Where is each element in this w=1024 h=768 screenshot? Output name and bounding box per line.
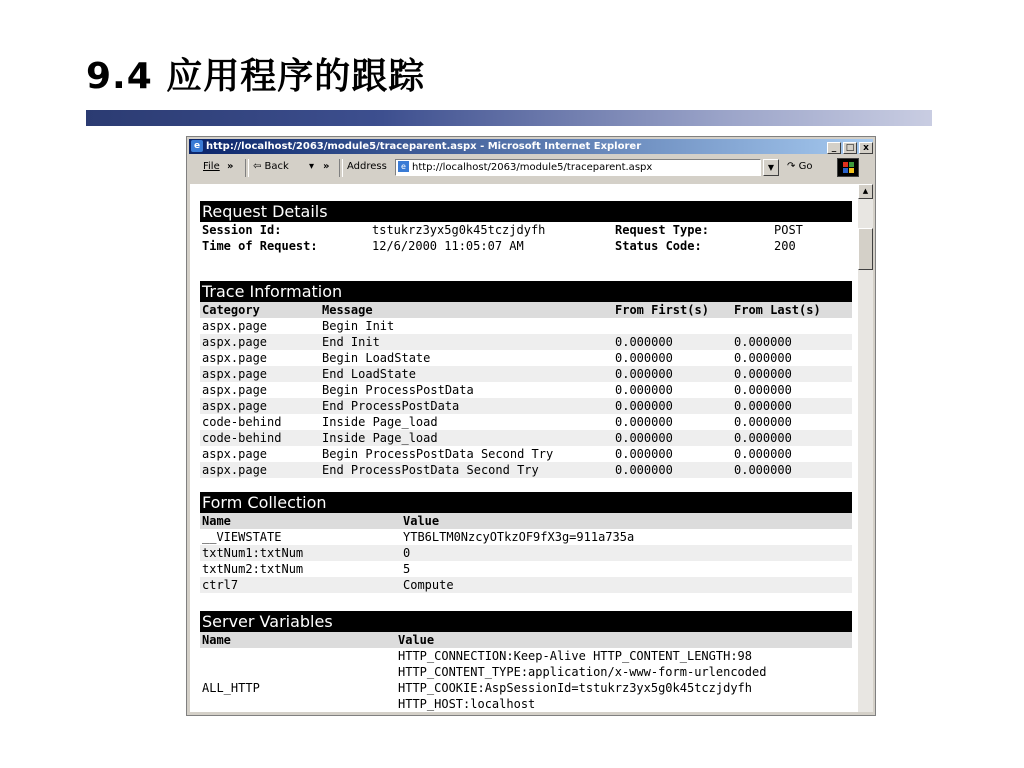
table-cell: End LoadState <box>322 367 416 381</box>
table-cell: aspx.page <box>202 399 268 413</box>
table-cell: Begin ProcessPostData Second Try <box>322 447 554 461</box>
title-underline-bar <box>86 110 932 126</box>
go-button[interactable] <box>787 161 812 172</box>
table-row <box>200 545 852 561</box>
table-cell: End ProcessPostData <box>322 399 460 413</box>
toolbar-chevron-icon[interactable]: » <box>323 161 330 172</box>
page-icon: e <box>398 161 409 172</box>
table-cell: 0.000000 <box>615 351 673 365</box>
table-row <box>200 382 852 398</box>
table-cell: Begin LoadState <box>322 351 431 365</box>
minimize-button[interactable]: _ <box>827 142 841 154</box>
table-cell: __VIEWSTATE <box>202 530 282 544</box>
scroll-up-icon[interactable]: ▲ <box>858 184 873 199</box>
server-variables-section <box>200 611 852 712</box>
table-cell: 0.000000 <box>615 335 673 349</box>
table-cell: Begin Init <box>322 319 395 333</box>
file-menu[interactable]: File <box>203 161 220 172</box>
column-header: Name <box>202 633 231 647</box>
window-title: http://localhost/2063/module5/traceparent.aspx - Microsoft Internet Explorer <box>206 141 642 152</box>
table-cell: Begin ProcessPostData <box>322 383 474 397</box>
table-row <box>200 577 852 593</box>
toolbar-divider <box>339 159 343 177</box>
table-row <box>200 334 852 350</box>
table-cell: 0.000000 <box>615 367 673 381</box>
windows-logo-icon <box>837 158 859 177</box>
trace-information-section <box>200 281 852 478</box>
session-label: Session Id: <box>202 223 282 237</box>
table-cell: 0.000000 <box>734 399 792 413</box>
table-cell: aspx.page <box>202 447 268 461</box>
table-cell: 0.000000 <box>615 447 673 461</box>
maximize-button[interactable]: □ <box>843 142 857 154</box>
table-cell: ALL_HTTP <box>202 681 260 695</box>
table-cell: txtNum1:txtNum <box>202 546 304 560</box>
request-details-section <box>200 201 852 254</box>
all-http-line: HTTP_HOST:localhost <box>398 697 536 711</box>
table-cell: End Init <box>322 335 380 349</box>
all-http-line: HTTP_COOKIE:AspSessionId=tstukrz3yx5g0k45tczjdyfh <box>398 681 753 695</box>
table-row <box>200 414 852 430</box>
address-input[interactable] <box>395 159 761 176</box>
go-arrow-icon: ↷ <box>787 161 796 172</box>
table-cell: aspx.page <box>202 463 268 477</box>
table-cell: 0.000000 <box>734 415 792 429</box>
table-row <box>200 398 852 414</box>
table-row <box>200 462 852 478</box>
column-header: From Last(s) <box>734 303 821 317</box>
request-type-value: POST <box>774 223 803 237</box>
toolbar-divider <box>245 159 249 177</box>
table-row <box>200 561 852 577</box>
request-details-header: Request Details <box>200 201 852 222</box>
form-collection-header: Form Collection <box>200 492 852 513</box>
column-header: From First(s) <box>615 303 709 317</box>
table-row <box>200 430 852 446</box>
table-row <box>200 648 852 712</box>
menu-chevron-icon[interactable]: » <box>227 161 234 172</box>
table-cell: 0.000000 <box>734 431 792 445</box>
session-value: tstukrz3yx5g0k45tczjdyfh <box>372 223 546 237</box>
table-cell: 0.000000 <box>734 335 792 349</box>
server-header-row <box>200 632 852 648</box>
time-value: 12/6/2000 11:05:07 AM <box>372 239 524 253</box>
ie-logo-icon: e <box>191 140 203 152</box>
table-row <box>200 366 852 382</box>
table-row <box>200 529 852 545</box>
table-cell: 0.000000 <box>734 463 792 477</box>
page-content <box>190 184 858 712</box>
table-cell: 0.000000 <box>615 463 673 477</box>
table-cell: Inside Page_load <box>322 431 438 445</box>
time-row <box>200 238 852 254</box>
request-type-label: Request Type: <box>615 223 709 237</box>
table-cell: aspx.page <box>202 367 268 381</box>
table-cell: 0.000000 <box>734 447 792 461</box>
table-cell: 0.000000 <box>615 431 673 445</box>
slide-title: 9.4 应用程序的跟踪 <box>86 56 426 97</box>
address-label: Address <box>347 161 387 172</box>
all-http-value <box>398 648 766 712</box>
table-cell: aspx.page <box>202 319 268 333</box>
column-header: Name <box>202 514 231 528</box>
window-titlebar[interactable] <box>189 139 873 154</box>
table-cell: txtNum2:txtNum <box>202 562 304 576</box>
scroll-thumb[interactable] <box>858 228 873 270</box>
table-cell: aspx.page <box>202 383 268 397</box>
table-cell: aspx.page <box>202 335 268 349</box>
table-cell: 0.000000 <box>615 383 673 397</box>
table-cell: 0.000000 <box>734 383 792 397</box>
all-http-line: HTTP_CONNECTION:Keep-Alive HTTP_CONTENT_LENGTH:98 <box>398 649 753 663</box>
back-dropdown-icon[interactable]: ▾ <box>309 161 315 172</box>
column-header: Value <box>398 633 435 647</box>
table-cell: aspx.page <box>202 351 268 365</box>
trace-header-row <box>200 302 852 318</box>
table-row <box>200 350 852 366</box>
table-cell: 0.000000 <box>734 351 792 365</box>
column-header: Message <box>322 303 373 317</box>
table-cell: code-behind <box>202 431 282 445</box>
go-label: Go <box>798 161 813 172</box>
table-cell: 0 <box>403 546 411 560</box>
form-header-row <box>200 513 852 529</box>
column-header: Category <box>202 303 260 317</box>
table-cell: End ProcessPostData Second Try <box>322 463 539 477</box>
close-button[interactable]: x <box>859 142 873 154</box>
vertical-scrollbar[interactable] <box>858 184 873 712</box>
server-variables-header: Server Variables <box>200 611 852 632</box>
all-http-line: HTTP_CONTENT_TYPE:application/x-www-form-urlencoded <box>398 665 767 679</box>
table-row <box>200 446 852 462</box>
table-cell: 5 <box>403 562 411 576</box>
table-cell: 0.000000 <box>734 367 792 381</box>
status-code-value: 200 <box>774 239 796 253</box>
table-cell: Inside Page_load <box>322 415 438 429</box>
time-label: Time of Request: <box>202 239 318 253</box>
column-header: Value <box>403 514 440 528</box>
address-dropdown-icon[interactable]: ▼ <box>763 159 779 176</box>
session-row <box>200 222 852 238</box>
status-code-label: Status Code: <box>615 239 702 253</box>
table-cell: code-behind <box>202 415 282 429</box>
table-cell: YTB6LTM0NzcyOTkzOF9fX3g=911a735a <box>403 530 635 544</box>
address-value: http://localhost/2063/module5/traceparent.aspx <box>412 162 653 173</box>
browser-window <box>186 136 876 716</box>
table-cell: ctrl7 <box>202 578 239 592</box>
table-row <box>200 318 852 334</box>
form-collection-section <box>200 492 852 593</box>
table-cell: 0.000000 <box>615 399 673 413</box>
trace-information-header: Trace Information <box>200 281 852 302</box>
table-cell: 0.000000 <box>615 415 673 429</box>
back-button[interactable]: ⇦ Back <box>253 161 289 172</box>
table-cell: Compute <box>403 578 454 592</box>
browser-toolbar <box>189 156 873 180</box>
